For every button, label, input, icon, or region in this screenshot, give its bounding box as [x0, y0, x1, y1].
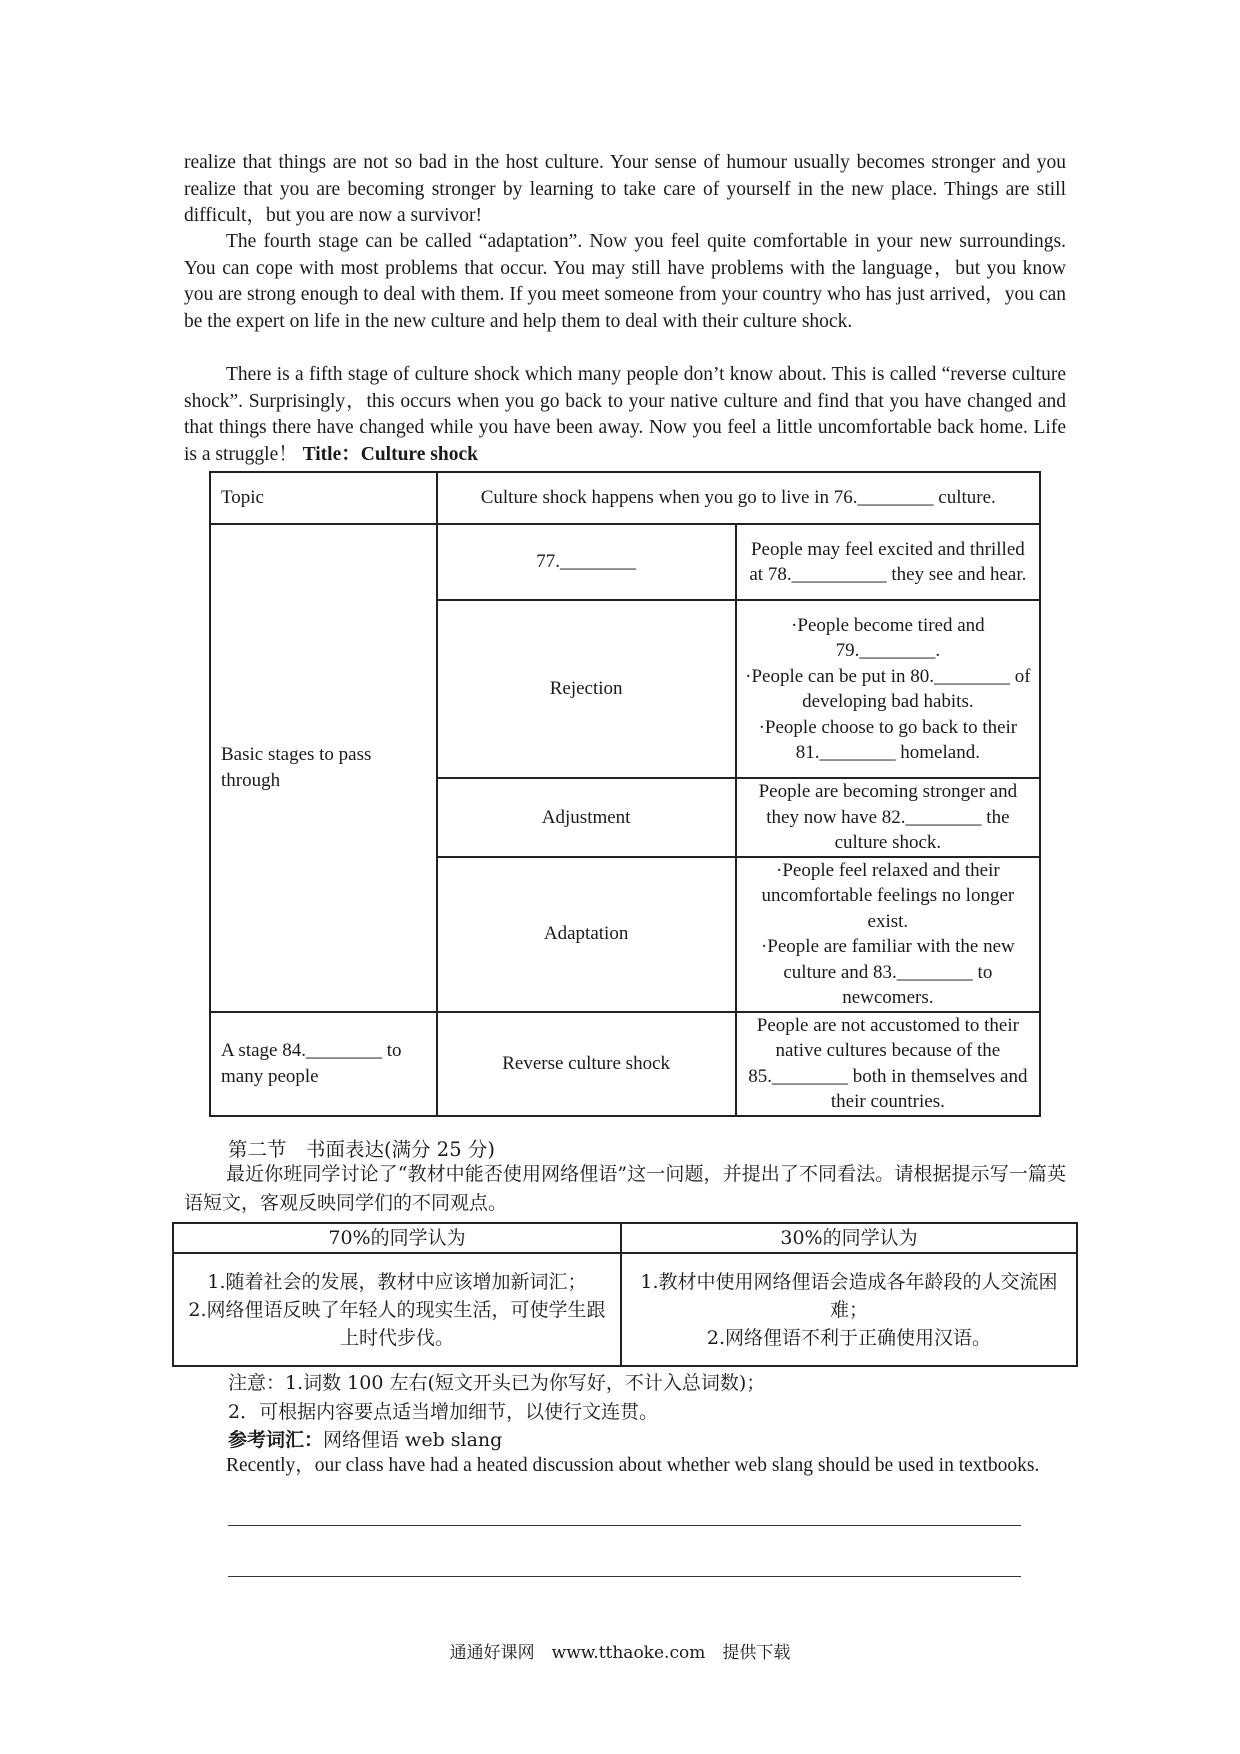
topic-text-cell: Culture shock happens when you go to live in 76.________ culture.	[437, 472, 1040, 524]
passage-paragraph-1: realize that things are not so bad in the host culture. Your sense of humour usually becomes stronger and you realize that you are becoming stronger by learning to take care of yourself in the new place. Things are still difficult，but you are now a survivor!	[184, 152, 1066, 227]
writing-note-2: 2．可根据内容要点适当增加细节，以使行文连贯。	[228, 1401, 659, 1423]
stage5-label-cell: A stage 84.________ to many people	[210, 1012, 437, 1116]
stage5-name-cell: Reverse culture shock	[437, 1012, 736, 1116]
topic-label-cell: Topic	[210, 472, 437, 524]
opinion-col2-body	[621, 1253, 1077, 1366]
opinion-col2-item2: 2.网络俚语不利于正确使用汉语。	[706, 1326, 992, 1349]
stage3-name-cell: Adjustment	[437, 778, 736, 857]
opinions-table	[172, 1222, 1078, 1367]
stage1-desc-cell: People may feel excited and thrilled at 78.__________ they see and hear.	[736, 524, 1040, 600]
opinion-col2-header: 30%的同学认为	[621, 1223, 1077, 1253]
passage-title-label: Title：Culture shock	[302, 443, 478, 465]
vocab-text: 网络俚语 web slang	[323, 1429, 503, 1451]
opinion-col2-item1: 1.教材中使用网络俚语会造成各年龄段的人交流困难；	[640, 1270, 1058, 1321]
stage3-desc-cell: People are becoming stronger and they now have 82.________ the culture shock.	[736, 778, 1040, 857]
stage2-desc-line1: ·People become tired and 79.________.	[791, 614, 985, 661]
writing-starter: Recently，our class have had a heated discussion about whether web slang should be used in textbooks.	[226, 1455, 1040, 1476]
stage2-desc-line2: ·People can be put in 80.________ of developing bad habits.	[745, 665, 1031, 712]
stage4-desc-line2: ·People are familiar with the new culture and 83.________ to newcomers.	[760, 936, 1015, 1008]
passage-paragraph-3-text: There is a fifth stage of culture shock which many people don’t know about. This is called “reverse culture shock”. Surprisingly，this occurs when you go back to your native culture and find that you have changed and that things there have changed while you have been away. Now you feel a little uncomfortable back home. Life is a struggle！	[184, 364, 1066, 465]
writing-section-title: 第二节 书面表达(满分 25 分)	[228, 1138, 495, 1161]
passage-paragraph-3	[184, 362, 1066, 468]
stage2-name-cell: Rejection	[437, 600, 736, 778]
basic-stages-label-cell: Basic stages to pass through	[210, 524, 437, 1012]
stage1-name-cell: 77.________	[437, 524, 736, 600]
passage-paragraph-2: The fourth stage can be called “adaptation”. Now you feel quite comfortable in your new surroundings. You can cope with most problems that occur. You may still have problems with the language，but you know you are strong enough to deal with them. If you meet someone from your country who has just arrived，you can be the expert on life in the new culture and help them to deal with their culture shock.	[184, 231, 1066, 332]
stage4-name-cell: Adaptation	[437, 857, 736, 1012]
writing-vocab	[228, 1425, 502, 1452]
answer-line-1[interactable]	[228, 1525, 1021, 1526]
stage4-desc-cell	[736, 857, 1040, 1012]
opinion-col1-item2: 2.网络俚语反映了年轻人的现实生活，可使学生跟上时代步伐。	[188, 1298, 606, 1349]
stage2-desc-cell	[736, 600, 1040, 778]
answer-line-2[interactable]	[228, 1576, 1021, 1577]
writing-prompt: 最近你班同学讨论了“教材中能否使用网络俚语”这一问题，并提出了不同看法。请根据提示写一篇英语短文，客观反映同学们的不同观点。	[184, 1163, 1066, 1214]
opinion-col1-body	[173, 1253, 621, 1366]
opinion-col1-item1: 1.随着社会的发展，教材中应该增加新词汇；	[207, 1270, 587, 1293]
stage5-desc-cell: People are not accustomed to their native cultures because of the 85.________ both in themselves and their countries.	[736, 1012, 1040, 1116]
writing-note-1: 注意：1.词数 100 左右(短文开头已为你写好，不计入总词数)；	[228, 1372, 766, 1394]
page-footer: 通通好课网 www.tthaoke.com 提供下载	[449, 1643, 791, 1663]
stage4-desc-line1: ·People feel relaxed and their uncomfortable feelings no longer exist.	[761, 859, 1015, 932]
vocab-label: 参考词汇：	[228, 1429, 324, 1451]
stage2-desc-line3: ·People choose to go back to their 81.________ homeland.	[758, 716, 1018, 763]
culture-shock-table	[209, 471, 1041, 1117]
opinion-col1-header: 70%的同学认为	[173, 1223, 621, 1253]
